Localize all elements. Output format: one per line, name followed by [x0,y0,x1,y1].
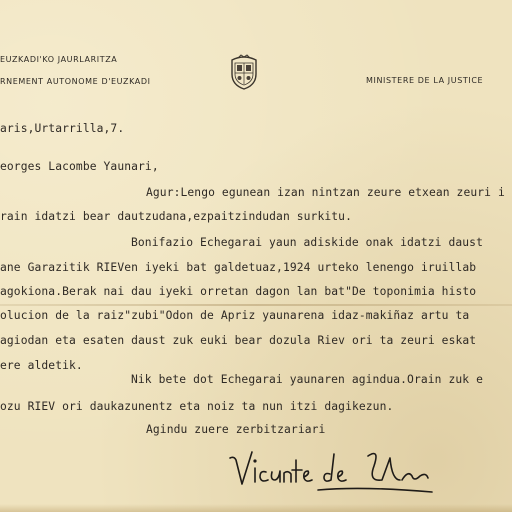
body-line: Agur:Lengo egunean izan nintzan zeure etxean zeuri i [146,186,505,199]
body-line: agiodan eta esaten daust zuk euki bear dozula Riev ori ta zeuri eskat [0,334,477,347]
body-line: rain idatzi bear dautzudana,ezpaitzindudan surkitu. [0,210,352,223]
dateline: aris,Urtarrilla,7. [0,122,125,135]
body-line: ozu RIEV ori daukazunentz eta noiz ta nun itzi dagikezun. [0,400,394,413]
paper-fold [0,304,512,306]
coat-of-arms-icon [228,54,260,90]
closing: Agindu zuere zerbitzariari [146,423,326,436]
body-line: ere aldetik. [0,359,83,372]
letterhead-ministry: MINISTERE DE LA JUSTICE [366,76,484,85]
handwritten-signature [222,446,442,498]
body-line: olucion de la raiz"zubi"Odon de Apriz yaunarena idaz-makiñaz artu ta [0,309,470,322]
body-line: Bonifazio Echegarai yaun adiskide onak idatzi daust [131,236,483,249]
body-line: Nik bete dot Echegarai yaunaren agindua.Orain zuk e [131,373,483,386]
letterhead-government-fr: RNEMENT AUTONOME D'EUZKADI [0,77,151,86]
letterhead-government: EUZKADI'KO JAURLARITZA [0,55,118,64]
body-line: ane Garazitik RIEVen iyeki bat galdetuaz,1924 urteko lenengo iruillab [0,261,477,274]
body-line: agokiona.Berak nai dau iyeki orretan dagon lan bat"De toponimia histo [0,285,477,298]
salutation: eorges Lacombe Yaunari, [0,160,159,173]
paper-edge [0,504,512,512]
